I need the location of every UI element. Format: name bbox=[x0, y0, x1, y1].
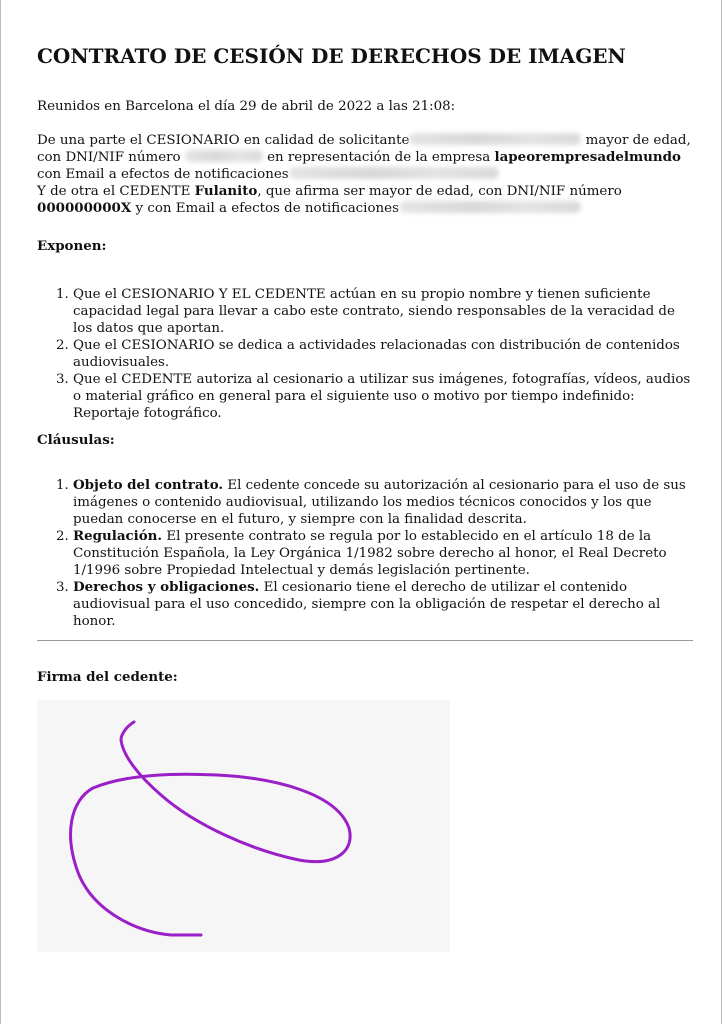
exponen-item: 1. Que el CESIONARIO Y EL CEDENTE actúan en su propio nombre y tienen suficiente capacidad legal para llevar a cabo este contrato, siendo responsables de la veracidad de los datos que aportan. bbox=[73, 286, 694, 337]
clausula-heading: Regulación. bbox=[73, 528, 163, 544]
cessionary-email-label: con Email a efectos de notificaciones bbox=[37, 167, 289, 182]
clausula-text: El cesionario tiene el derecho de utilizar el contenido audiovisual para el uso concedido, siempre con la obligación de respetar el derecho al honor. bbox=[73, 580, 661, 629]
signature-stroke bbox=[71, 722, 351, 935]
signature-pad[interactable] bbox=[37, 700, 450, 952]
document-title: CONTRATO DE CESIÓN DE DERECHOS DE IMAGEN bbox=[37, 44, 626, 68]
redacted-cessionary-name bbox=[409, 133, 581, 145]
assignor-intro: Y de otra el CEDENTE bbox=[37, 184, 195, 199]
clausula-item bbox=[73, 477, 694, 528]
cessionary-age-dni: mayor de edad, con DNI/NIF número bbox=[37, 133, 691, 165]
assignor-dni: 000000000X bbox=[37, 200, 132, 216]
company-name: lapeorempresadelmundo bbox=[494, 149, 681, 165]
redacted-assignor-email bbox=[399, 201, 581, 213]
clausula-item bbox=[73, 528, 694, 579]
assignor-age-dni: , que afirma ser mayor de edad, con DNI/NIF número bbox=[257, 184, 622, 199]
exponen-title: Exponen: bbox=[37, 238, 107, 254]
redacted-cessionary-email bbox=[289, 167, 499, 179]
parties-paragraph bbox=[37, 132, 694, 217]
clausula-item bbox=[73, 579, 694, 630]
exponen-item: 2. Que el CESIONARIO se dedica a actividades relacionadas con distribución de contenidos audiovisuales. bbox=[73, 337, 694, 371]
clausulas-list bbox=[37, 477, 694, 630]
assignor-name: Fulanito bbox=[194, 183, 258, 199]
clausula-text: El presente contrato se regula por lo establecido en el artículo 18 de la Constitución Española, la Ley Orgánica 1/1982 sobre derecho al honor, el Real Decreto 1/1996 sobre Propiedad Intelectual y demás legislación pertinente. bbox=[73, 529, 667, 578]
assignor-email-label: y con Email a efectos de notificaciones bbox=[131, 201, 399, 216]
cessionary-representation: en representación de la empresa bbox=[262, 150, 495, 165]
signature-drawing bbox=[37, 700, 450, 952]
signature-label: Firma del cedente: bbox=[37, 669, 178, 685]
clausula-heading: Derechos y obligaciones. bbox=[73, 579, 260, 595]
clausula-heading: Objeto del contrato. bbox=[73, 477, 224, 493]
meeting-statement: Reunidos en Barcelona el día 29 de abril de 2022 a las 21:08: bbox=[37, 99, 456, 114]
section-divider bbox=[37, 640, 693, 641]
clausula-text: El cedente concede su autorización al cesionario para el uso de sus imágenes o contenido audiovisual, utilizando los medios técnicos conocidos y los que puedan conocerse en el futuro, y siempre con la finalidad descrita. bbox=[73, 478, 686, 527]
redacted-cessionary-dni bbox=[185, 150, 263, 162]
cessionary-intro: De una parte el CESIONARIO en calidad de solicitante bbox=[37, 133, 410, 148]
exponen-list bbox=[37, 286, 694, 422]
exponen-item: 3. Que el CEDENTE autoriza al cesionario a utilizar sus imágenes, fotografías, vídeos, audios o material gráfico en general para el siguiente uso o motivo por tiempo indefinido: Reportaje fotográfico. bbox=[73, 371, 694, 422]
clausulas-title: Cláusulas: bbox=[37, 432, 115, 448]
